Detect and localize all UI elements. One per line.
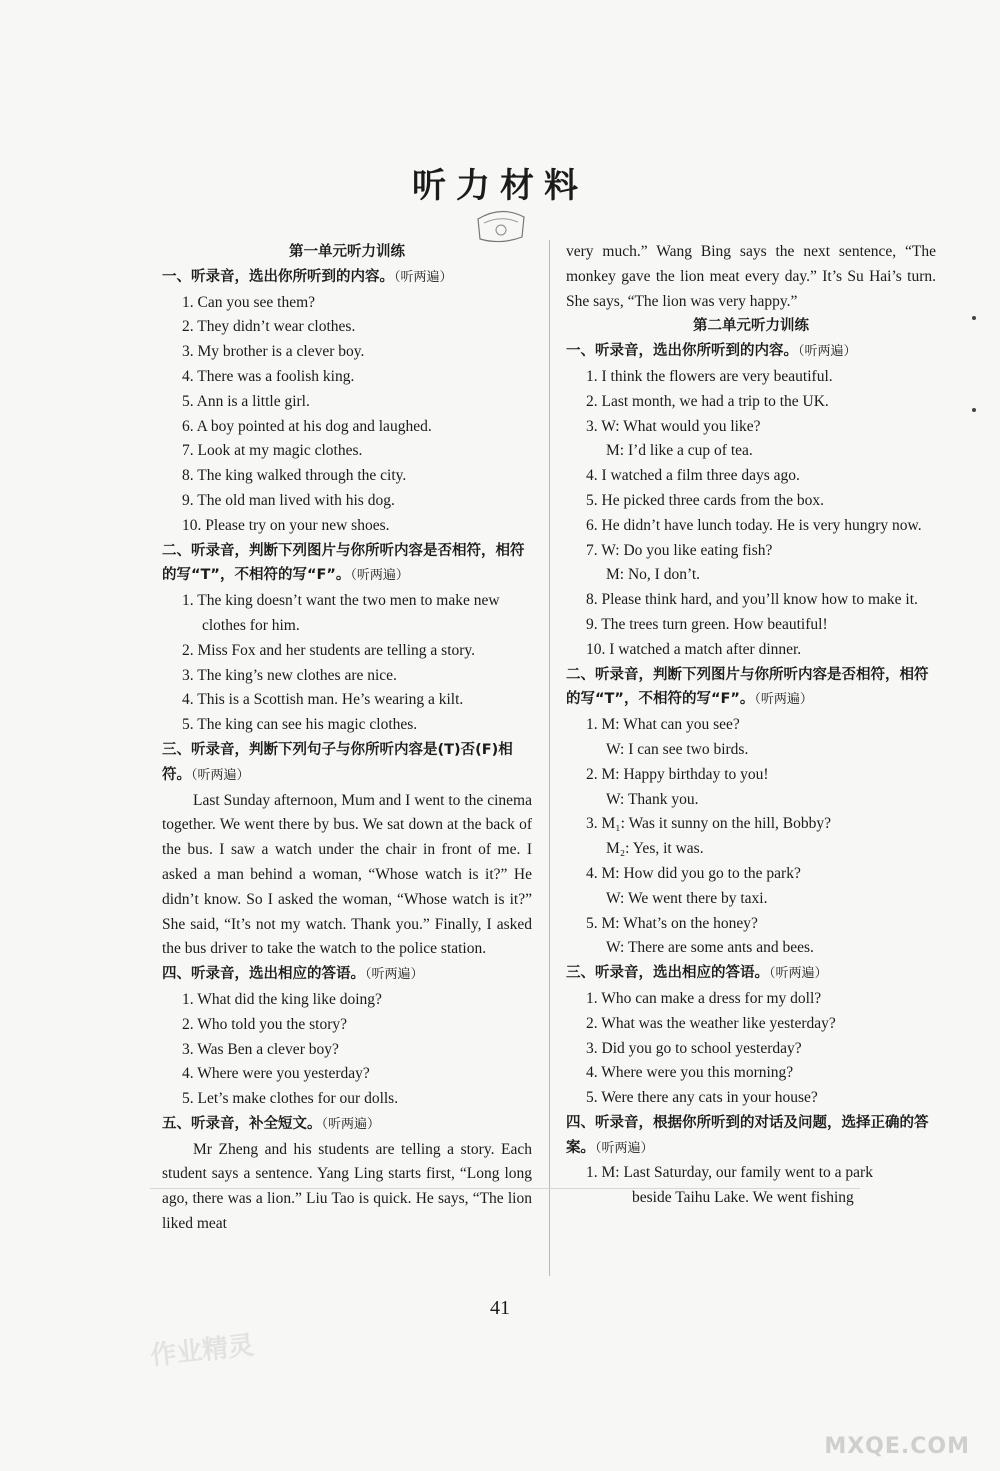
- section-heading: 四、听录音，选出相应的答语。（听两遍）: [162, 966, 424, 983]
- list-item: 1. M: Last Saturday, our family went to a park: [586, 1164, 873, 1182]
- list-item: 1. Who can make a dress for my doll?: [586, 989, 822, 1007]
- right-column: [566, 240, 936, 1211]
- list-item: 4. This is a Scottish man. He’s wearing a kilt.: [182, 691, 464, 709]
- list-item: 4. Where were you yesterday?: [182, 1065, 370, 1083]
- list-item: 1. M: What can you see?: [586, 716, 740, 734]
- watermark: MXQE.COM: [824, 1434, 970, 1459]
- column-divider: [549, 240, 550, 1276]
- list-item: 1. What did the king like doing?: [182, 990, 382, 1008]
- scan-speck: [972, 408, 976, 412]
- dialogue-line: W: Thank you.: [606, 790, 699, 808]
- passage: Mr Zheng and his students are telling a story. Each student says a sentence. Yang Ling starts first, “Long long ago, there was a lion.” Liu Tao is quick. He says, “The lion liked meat: [162, 1140, 532, 1233]
- list-item: 7. Look at my magic clothes.: [182, 442, 363, 460]
- list-item: 2. Who told you the story?: [182, 1015, 348, 1033]
- page-title: 听力材料: [412, 168, 588, 205]
- list-item: 5. Were there any cats in your house?: [586, 1089, 818, 1107]
- list-item: 1. I think the flowers are very beautiful.: [586, 367, 833, 385]
- section-heading: 一、听录音，选出你所听到的内容。（听两遍）: [566, 343, 857, 360]
- list-item: 9. The old man lived with his dog.: [182, 491, 395, 509]
- list-item: 3. M₁: Was it sunny on the hill, Bobby?: [586, 815, 831, 833]
- scan-speck: [972, 316, 976, 320]
- list-item: 2. Miss Fox and her students are telling a story.: [182, 641, 476, 659]
- list-item: 5. The king can see his magic clothes.: [182, 716, 418, 734]
- left-column: [162, 240, 532, 1237]
- dialogue-line: W: I can see two birds.: [606, 740, 749, 758]
- list-item: 5. He picked three cards from the box.: [586, 491, 825, 509]
- list-item: 5. Ann is a little girl.: [182, 392, 310, 410]
- list-item: 5. Let’s make clothes for our dolls.: [182, 1090, 399, 1108]
- section-heading: 二、听录音，判断下列图片与你所听内容是否相符，相符的写“T”，不相符的写“F”。（听两遍）: [566, 666, 929, 708]
- list-item: 3. The king’s new clothes are nice.: [182, 666, 397, 684]
- page-number: 41: [490, 1297, 510, 1319]
- list-item: 3. My brother is a clever boy.: [182, 343, 365, 361]
- section-heading: 五、听录音，补全短文。（听两遍）: [162, 1115, 381, 1132]
- list-item: 10. Please try on your new shoes.: [182, 516, 390, 534]
- list-item: 5. M: What’s on the honey?: [586, 914, 758, 932]
- list-item: 2. What was the weather like yesterday?: [586, 1014, 836, 1032]
- list-item: 4. There was a foolish king.: [182, 367, 355, 385]
- list-item: 8. The king walked through the city.: [182, 467, 407, 485]
- scan-fold-line: [150, 1188, 860, 1189]
- list-item: 3. Did you go to school yesterday?: [586, 1039, 802, 1057]
- unit-2-title: 第二单元听力训练: [693, 318, 809, 335]
- section-heading: 三、听录音，选出相应的答语。（听两遍）: [566, 965, 828, 982]
- list-item: 3. W: What would you like?: [586, 417, 761, 435]
- list-item: 4. Where were you this morning?: [586, 1064, 794, 1082]
- dialogue-line: W: We went there by taxi.: [606, 889, 768, 907]
- dialogue-line: M: No, I don’t.: [606, 566, 701, 584]
- list-item: 7. W: Do you like eating fish?: [586, 541, 773, 559]
- list-item: 10. I watched a match after dinner.: [586, 640, 802, 658]
- list-item: 3. Was Ben a clever boy?: [182, 1040, 339, 1058]
- passage-continued: very much.” Wang Bing says the next sentence, “The monkey gave the lion meat every day.” It’s Su Hai’s turn. She says, “The lion was very happy.”: [566, 243, 936, 310]
- list-item: 2. They didn’t wear clothes.: [182, 318, 356, 336]
- stamp-logo: [472, 205, 530, 245]
- section-heading: 三、听录音，判断下列句子与你所听内容是(T)否(F)相符。（听两遍）: [162, 741, 513, 783]
- faint-stamp-mark: 作业精灵: [148, 1330, 256, 1372]
- list-item: 4. I watched a film three days ago.: [586, 467, 800, 485]
- list-item: 6. He didn’t have lunch today. He is very hungry now.: [586, 516, 922, 534]
- list-item: 4. M: How did you go to the park?: [586, 864, 801, 882]
- list-item: 6. A boy pointed at his dog and laughed.: [182, 417, 432, 435]
- section-heading: 四、听录音，根据你所听到的对话及问题，选择正确的答案。（听两遍）: [566, 1114, 929, 1156]
- list-item: 1. The king doesn’t want the two men to make new clothes for him.: [182, 592, 500, 634]
- list-item: 2. M: Happy birthday to you!: [586, 765, 769, 783]
- section-heading: 一、听录音，选出你所听到的内容。（听两遍）: [162, 268, 453, 285]
- passage: Last Sunday afternoon, Mum and I went to the cinema together. We went there by bus. We sat down at the back of the bus. I saw a watch under the chair in front of me. I asked a man behind a woman, “Whose watch is it?” He didn’t know. So I asked the woman, “Whose watch is it?” She said, “It’s not my watch. Thank you.” Finally, I asked the bus driver to take the watch to the police station.: [162, 791, 532, 958]
- unit-1-title: 第一单元听力训练: [289, 244, 405, 260]
- list-item: 9. The trees turn green. How beautiful!: [586, 615, 828, 633]
- list-item: 2. Last month, we had a trip to the UK.: [586, 392, 829, 410]
- dialogue-line: W: There are some ants and bees.: [606, 939, 814, 957]
- section-heading: 二、听录音，判断下列图片与你所听内容是否相符，相符的写“T”，不相符的写“F”。（听两遍）: [162, 542, 525, 584]
- dialogue-line: M: I’d like a cup of tea.: [606, 442, 753, 460]
- dialogue-line: M₂: Yes, it was.: [606, 840, 704, 858]
- list-item: 1. Can you see them?: [182, 293, 316, 311]
- continued-line: beside Taihu Lake. We went fishing: [632, 1189, 854, 1207]
- list-item: 8. Please think hard, and you’ll know how to make it.: [586, 591, 918, 609]
